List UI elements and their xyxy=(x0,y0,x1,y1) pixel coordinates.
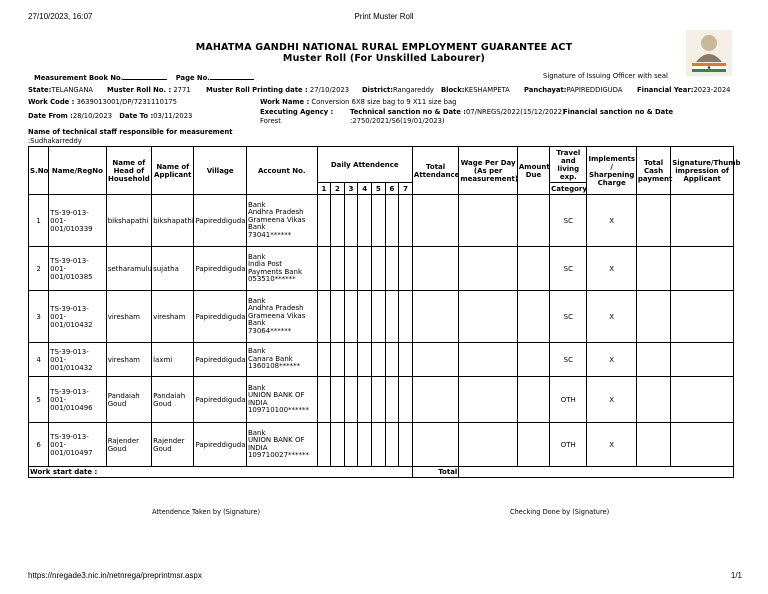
attendance-signature-label: Attendence Taken by (Signature) xyxy=(152,508,261,516)
village-cell: Papireddiguda xyxy=(194,343,246,377)
print-page-title: Print Muster Roll xyxy=(354,12,414,21)
account-line: Grameena Vikas xyxy=(247,311,306,320)
footer-empty-cell xyxy=(459,467,734,478)
account-line: UNION BANK OF xyxy=(247,391,305,400)
account-line: 109710100****** xyxy=(247,405,310,414)
head-of-household-cell: bikshapathi xyxy=(106,195,151,247)
col-header-implements: Implements / Sharpening Charge xyxy=(587,147,636,195)
regno-line: TS-39-013- xyxy=(50,304,89,313)
signature-cell xyxy=(671,247,734,291)
total-attendance-cell xyxy=(412,291,458,343)
col-header-sno: S.No xyxy=(29,147,49,195)
total-attendance-cell xyxy=(412,343,458,377)
account-line: Andhra Pradesh xyxy=(247,304,304,313)
amount-due-cell xyxy=(517,343,549,377)
regno-line: 001- xyxy=(50,395,67,404)
applicant-cell: Pandaiah Goud xyxy=(152,377,194,423)
category-cell: SC xyxy=(550,343,587,377)
village-cell: Papireddiguda xyxy=(194,195,246,247)
sno-cell: 5 xyxy=(29,377,49,423)
sno-cell: 2 xyxy=(29,247,49,291)
signature-cell xyxy=(671,343,734,377)
attendance-day-cell xyxy=(317,195,331,247)
regno-cell xyxy=(49,195,107,247)
attendance-day-cell xyxy=(385,247,399,291)
regno-line: 001- xyxy=(50,216,67,225)
measurement-book-field: Measurement Book No. Page No. xyxy=(34,72,254,82)
account-line: Bank xyxy=(247,200,266,209)
col-header-total-attendance: Total Attendance xyxy=(412,147,458,195)
attendance-day-cell xyxy=(385,377,399,423)
amount-due-cell xyxy=(517,195,549,247)
account-cell xyxy=(246,343,317,377)
muster-roll-no-field: Muster Roll No. : 2771 xyxy=(107,86,191,94)
col-header-wage: Wage Per Day (As per measurement) xyxy=(459,147,518,195)
table-row xyxy=(29,377,734,423)
account-line: INDIA xyxy=(247,398,268,407)
wage-cell xyxy=(459,343,518,377)
col-header-daily-attendance: Daily Attendence xyxy=(317,147,412,183)
implements-cell: X xyxy=(587,423,636,467)
amount-due-cell xyxy=(517,291,549,343)
attendance-day-cell xyxy=(385,195,399,247)
attendance-day-cell xyxy=(385,291,399,343)
total-label: Total xyxy=(412,467,458,478)
implements-cell: X xyxy=(587,343,636,377)
sno-cell: 3 xyxy=(29,291,49,343)
col-header-village: Village xyxy=(194,147,246,195)
regno-line: TS-39-013- xyxy=(50,208,89,217)
account-line: Bank xyxy=(247,223,266,232)
page-url: https://nregade3.nic.in/netnrega/preprintmsr.aspx xyxy=(28,571,202,580)
regno-line: 001/010385 xyxy=(50,272,93,281)
amount-due-cell xyxy=(517,423,549,467)
attendance-day-cell xyxy=(331,343,345,377)
attendance-day-cell xyxy=(399,247,413,291)
technical-sanction-field: Technical sanction no & Date :07/NREGS/2022(15/12/2022) :2750/2021/S6(19/01/2023) xyxy=(350,108,565,125)
financial-sanction-label: Financial sanction no & Date xyxy=(563,108,674,116)
applicant-cell: laxmi xyxy=(152,343,194,377)
account-cell xyxy=(246,377,317,423)
attendance-day-cell xyxy=(331,423,345,467)
regno-cell xyxy=(49,377,107,423)
applicant-cell: sujatha xyxy=(152,247,194,291)
implements-cell: X xyxy=(587,291,636,343)
col-header-reg: Name/RegNo xyxy=(49,147,107,195)
account-line: Bank xyxy=(247,428,266,437)
implements-cell: X xyxy=(587,247,636,291)
signature-cell xyxy=(671,195,734,247)
account-line: Bank xyxy=(247,252,266,261)
regno-line: 001/010497 xyxy=(50,448,93,457)
head-of-household-cell: Rajender Goud xyxy=(106,423,151,467)
attendance-day-cell xyxy=(344,291,358,343)
sno-cell: 4 xyxy=(29,343,49,377)
attendance-day-cell xyxy=(317,377,331,423)
implements-cell: X xyxy=(587,377,636,423)
district-field: District:Rangareddy xyxy=(362,86,434,94)
attendance-day-cell xyxy=(358,291,372,343)
account-line: INDIA xyxy=(247,443,268,452)
cash-payment-cell xyxy=(636,291,670,343)
attendance-day-cell xyxy=(344,247,358,291)
category-cell: OTH xyxy=(550,377,587,423)
table-row xyxy=(29,247,734,291)
regno-line: 001/010339 xyxy=(50,224,93,233)
applicant-cell: viresham xyxy=(152,291,194,343)
cash-payment-cell xyxy=(636,247,670,291)
account-cell xyxy=(246,423,317,467)
document-title: MAHATMA GANDHI NATIONAL RURAL EMPLOYMENT GUARANTEE ACT xyxy=(195,42,573,53)
amount-due-cell xyxy=(517,377,549,423)
account-cell xyxy=(246,291,317,343)
regno-cell xyxy=(49,291,107,343)
sno-cell: 6 xyxy=(29,423,49,467)
account-line: 73041****** xyxy=(247,230,292,239)
village-cell: Papireddiguda xyxy=(194,291,246,343)
regno-cell xyxy=(49,343,107,377)
work-name-field: Work Name : Conversion 6X8 size bag to 9 X11 size bag xyxy=(260,98,457,106)
account-line: Bank xyxy=(247,347,266,356)
regno-line: TS-39-013- xyxy=(50,256,89,265)
attendance-day-cell xyxy=(399,343,413,377)
regno-line: 001- xyxy=(50,355,67,364)
mgnrega-logo-image xyxy=(686,30,732,76)
attendance-day-cell xyxy=(344,377,358,423)
category-cell: SC xyxy=(550,195,587,247)
attendance-day-cell xyxy=(344,343,358,377)
category-cell: SC xyxy=(550,291,587,343)
total-attendance-cell xyxy=(412,195,458,247)
table-row xyxy=(29,291,734,343)
cash-payment-cell xyxy=(636,195,670,247)
regno-line: 001/010432 xyxy=(50,363,93,372)
wage-cell xyxy=(459,247,518,291)
applicant-cell: Rajender Goud xyxy=(152,423,194,467)
checking-signature-label: Checking Done by (Signature) xyxy=(510,508,610,516)
total-attendance-cell xyxy=(412,247,458,291)
category-cell: SC xyxy=(550,247,587,291)
attendance-day-cell xyxy=(372,291,386,343)
attendance-day-cell xyxy=(331,377,345,423)
day-header: 7 xyxy=(399,183,413,195)
block-field: Block:KESHAMPETA xyxy=(441,86,510,94)
issuing-officer-signature-label: Signature of Issuing Officer with seal xyxy=(543,72,668,80)
print-datetime: 27/10/2023, 16:07 xyxy=(28,12,93,21)
state-field: State:TELANGANA xyxy=(28,86,94,94)
head-of-household-cell: viresham xyxy=(106,291,151,343)
table-footer-row xyxy=(29,467,734,478)
regno-line: 001- xyxy=(50,264,67,273)
attendance-day-cell xyxy=(317,291,331,343)
work-code-field: Work Code : 3639013001/DP/7231110175 xyxy=(28,98,177,106)
total-attendance-cell xyxy=(412,423,458,467)
village-cell: Papireddiguda xyxy=(194,423,246,467)
attendance-day-cell xyxy=(399,291,413,343)
signature-cell xyxy=(671,423,734,467)
technical-staff-field: Name of technical staff responsible for measurement :Sudhakarreddy xyxy=(28,128,233,145)
regno-line: 001- xyxy=(50,440,67,449)
account-line: UNION BANK OF xyxy=(247,436,305,445)
day-header: 6 xyxy=(385,183,399,195)
attendance-day-cell xyxy=(399,377,413,423)
account-line: 1360108****** xyxy=(247,362,301,371)
wage-cell xyxy=(459,423,518,467)
attendance-day-cell xyxy=(344,195,358,247)
muster-roll-table xyxy=(28,146,741,478)
cash-payment-cell xyxy=(636,423,670,467)
regno-cell xyxy=(49,423,107,467)
col-header-signature: Signature/Thumb impression of Applicant xyxy=(671,147,734,195)
col-header-category: Category xyxy=(551,184,587,193)
work-start-date-label: Work start date : xyxy=(29,467,413,478)
attendance-day-cell xyxy=(372,423,386,467)
col-header-cash: Total Cash payment xyxy=(636,147,670,195)
attendance-day-cell xyxy=(358,343,372,377)
regno-line: TS-39-013- xyxy=(50,432,89,441)
regno-line: TS-39-013- xyxy=(50,347,89,356)
attendance-day-cell xyxy=(331,247,345,291)
wage-cell xyxy=(459,291,518,343)
attendance-day-cell xyxy=(358,377,372,423)
category-cell: OTH xyxy=(550,423,587,467)
attendance-day-cell xyxy=(358,247,372,291)
account-line: Canara Bank xyxy=(247,354,293,363)
attendance-day-cell xyxy=(358,423,372,467)
day-header: 5 xyxy=(372,183,386,195)
attendance-day-cell xyxy=(372,247,386,291)
printing-date-field: Muster Roll Printing date : 27/10/2023 xyxy=(206,86,350,94)
regno-line: 001/010496 xyxy=(50,403,93,412)
signature-cell xyxy=(671,291,734,343)
attendance-day-cell xyxy=(331,291,345,343)
account-line: Bank xyxy=(247,383,266,392)
wage-cell xyxy=(459,377,518,423)
account-line: 053510****** xyxy=(247,274,296,283)
date-range-field: Date From :28/10/2023 Date To :03/11/2023 xyxy=(28,112,193,120)
cash-payment-cell xyxy=(636,343,670,377)
attendance-day-cell xyxy=(399,195,413,247)
table-row xyxy=(29,195,734,247)
attendance-day-cell xyxy=(385,423,399,467)
regno-line: 001/010432 xyxy=(50,320,93,329)
col-header-applicant: Name of Applicant xyxy=(152,147,194,195)
day-header: 1 xyxy=(317,183,331,195)
col-header-head: Name of Head of Household xyxy=(106,147,151,195)
attendance-day-cell xyxy=(358,195,372,247)
account-cell xyxy=(246,247,317,291)
head-of-household-cell: setharamulu xyxy=(106,247,151,291)
account-line: Payments Bank xyxy=(247,267,303,276)
attendance-day-cell xyxy=(317,247,331,291)
sno-cell: 1 xyxy=(29,195,49,247)
page-number: 1/1 xyxy=(730,571,742,580)
attendance-day-cell xyxy=(399,423,413,467)
attendance-day-cell xyxy=(385,343,399,377)
executing-agency-field: Executing Agency : Forest xyxy=(260,108,334,125)
day-header: 2 xyxy=(331,183,345,195)
account-line: Bank xyxy=(247,319,266,328)
signature-cell xyxy=(671,377,734,423)
account-line: India Post xyxy=(247,260,282,269)
table-row xyxy=(29,343,734,377)
attendance-day-cell xyxy=(372,195,386,247)
village-cell: Papireddiguda xyxy=(194,247,246,291)
regno-line: 001- xyxy=(50,312,67,321)
account-line: Bank xyxy=(247,296,266,305)
table-row xyxy=(29,423,734,467)
cash-payment-cell xyxy=(636,377,670,423)
day-header: 4 xyxy=(358,183,372,195)
head-of-household-cell: Pandaiah Goud xyxy=(106,377,151,423)
attendance-day-cell xyxy=(317,343,331,377)
day-header: 3 xyxy=(344,183,358,195)
attendance-day-cell xyxy=(372,377,386,423)
financial-year-field: Financial Year:2023-2024 xyxy=(637,86,731,94)
account-line: Andhra Pradesh xyxy=(247,208,304,217)
document-subtitle: Muster Roll (For Unskilled Labourer) xyxy=(282,53,486,64)
attendance-day-cell xyxy=(344,423,358,467)
account-line: 73064****** xyxy=(247,326,292,335)
regno-cell xyxy=(49,247,107,291)
attendance-day-cell xyxy=(317,423,331,467)
regno-line: TS-39-013- xyxy=(50,387,89,396)
col-header-travel: Travel and living exp. xyxy=(550,147,587,183)
account-cell xyxy=(246,195,317,247)
implements-cell: X xyxy=(587,195,636,247)
col-header-amount: Amount Due xyxy=(517,147,549,195)
table-header-row xyxy=(29,147,734,183)
col-header-account: Account No. xyxy=(246,147,317,195)
head-of-household-cell: viresham xyxy=(106,343,151,377)
total-attendance-cell xyxy=(412,377,458,423)
attendance-day-cell xyxy=(372,343,386,377)
account-line: Grameena Vikas xyxy=(247,215,306,224)
applicant-cell: bikshapathi xyxy=(152,195,194,247)
wage-cell xyxy=(459,195,518,247)
account-line: 109710027****** xyxy=(247,450,310,459)
panchayat-field: Panchayat:PAPIREDDIGUDA xyxy=(524,86,623,94)
attendance-day-cell xyxy=(331,195,345,247)
village-cell: Papireddiguda xyxy=(194,377,246,423)
amount-due-cell xyxy=(517,247,549,291)
